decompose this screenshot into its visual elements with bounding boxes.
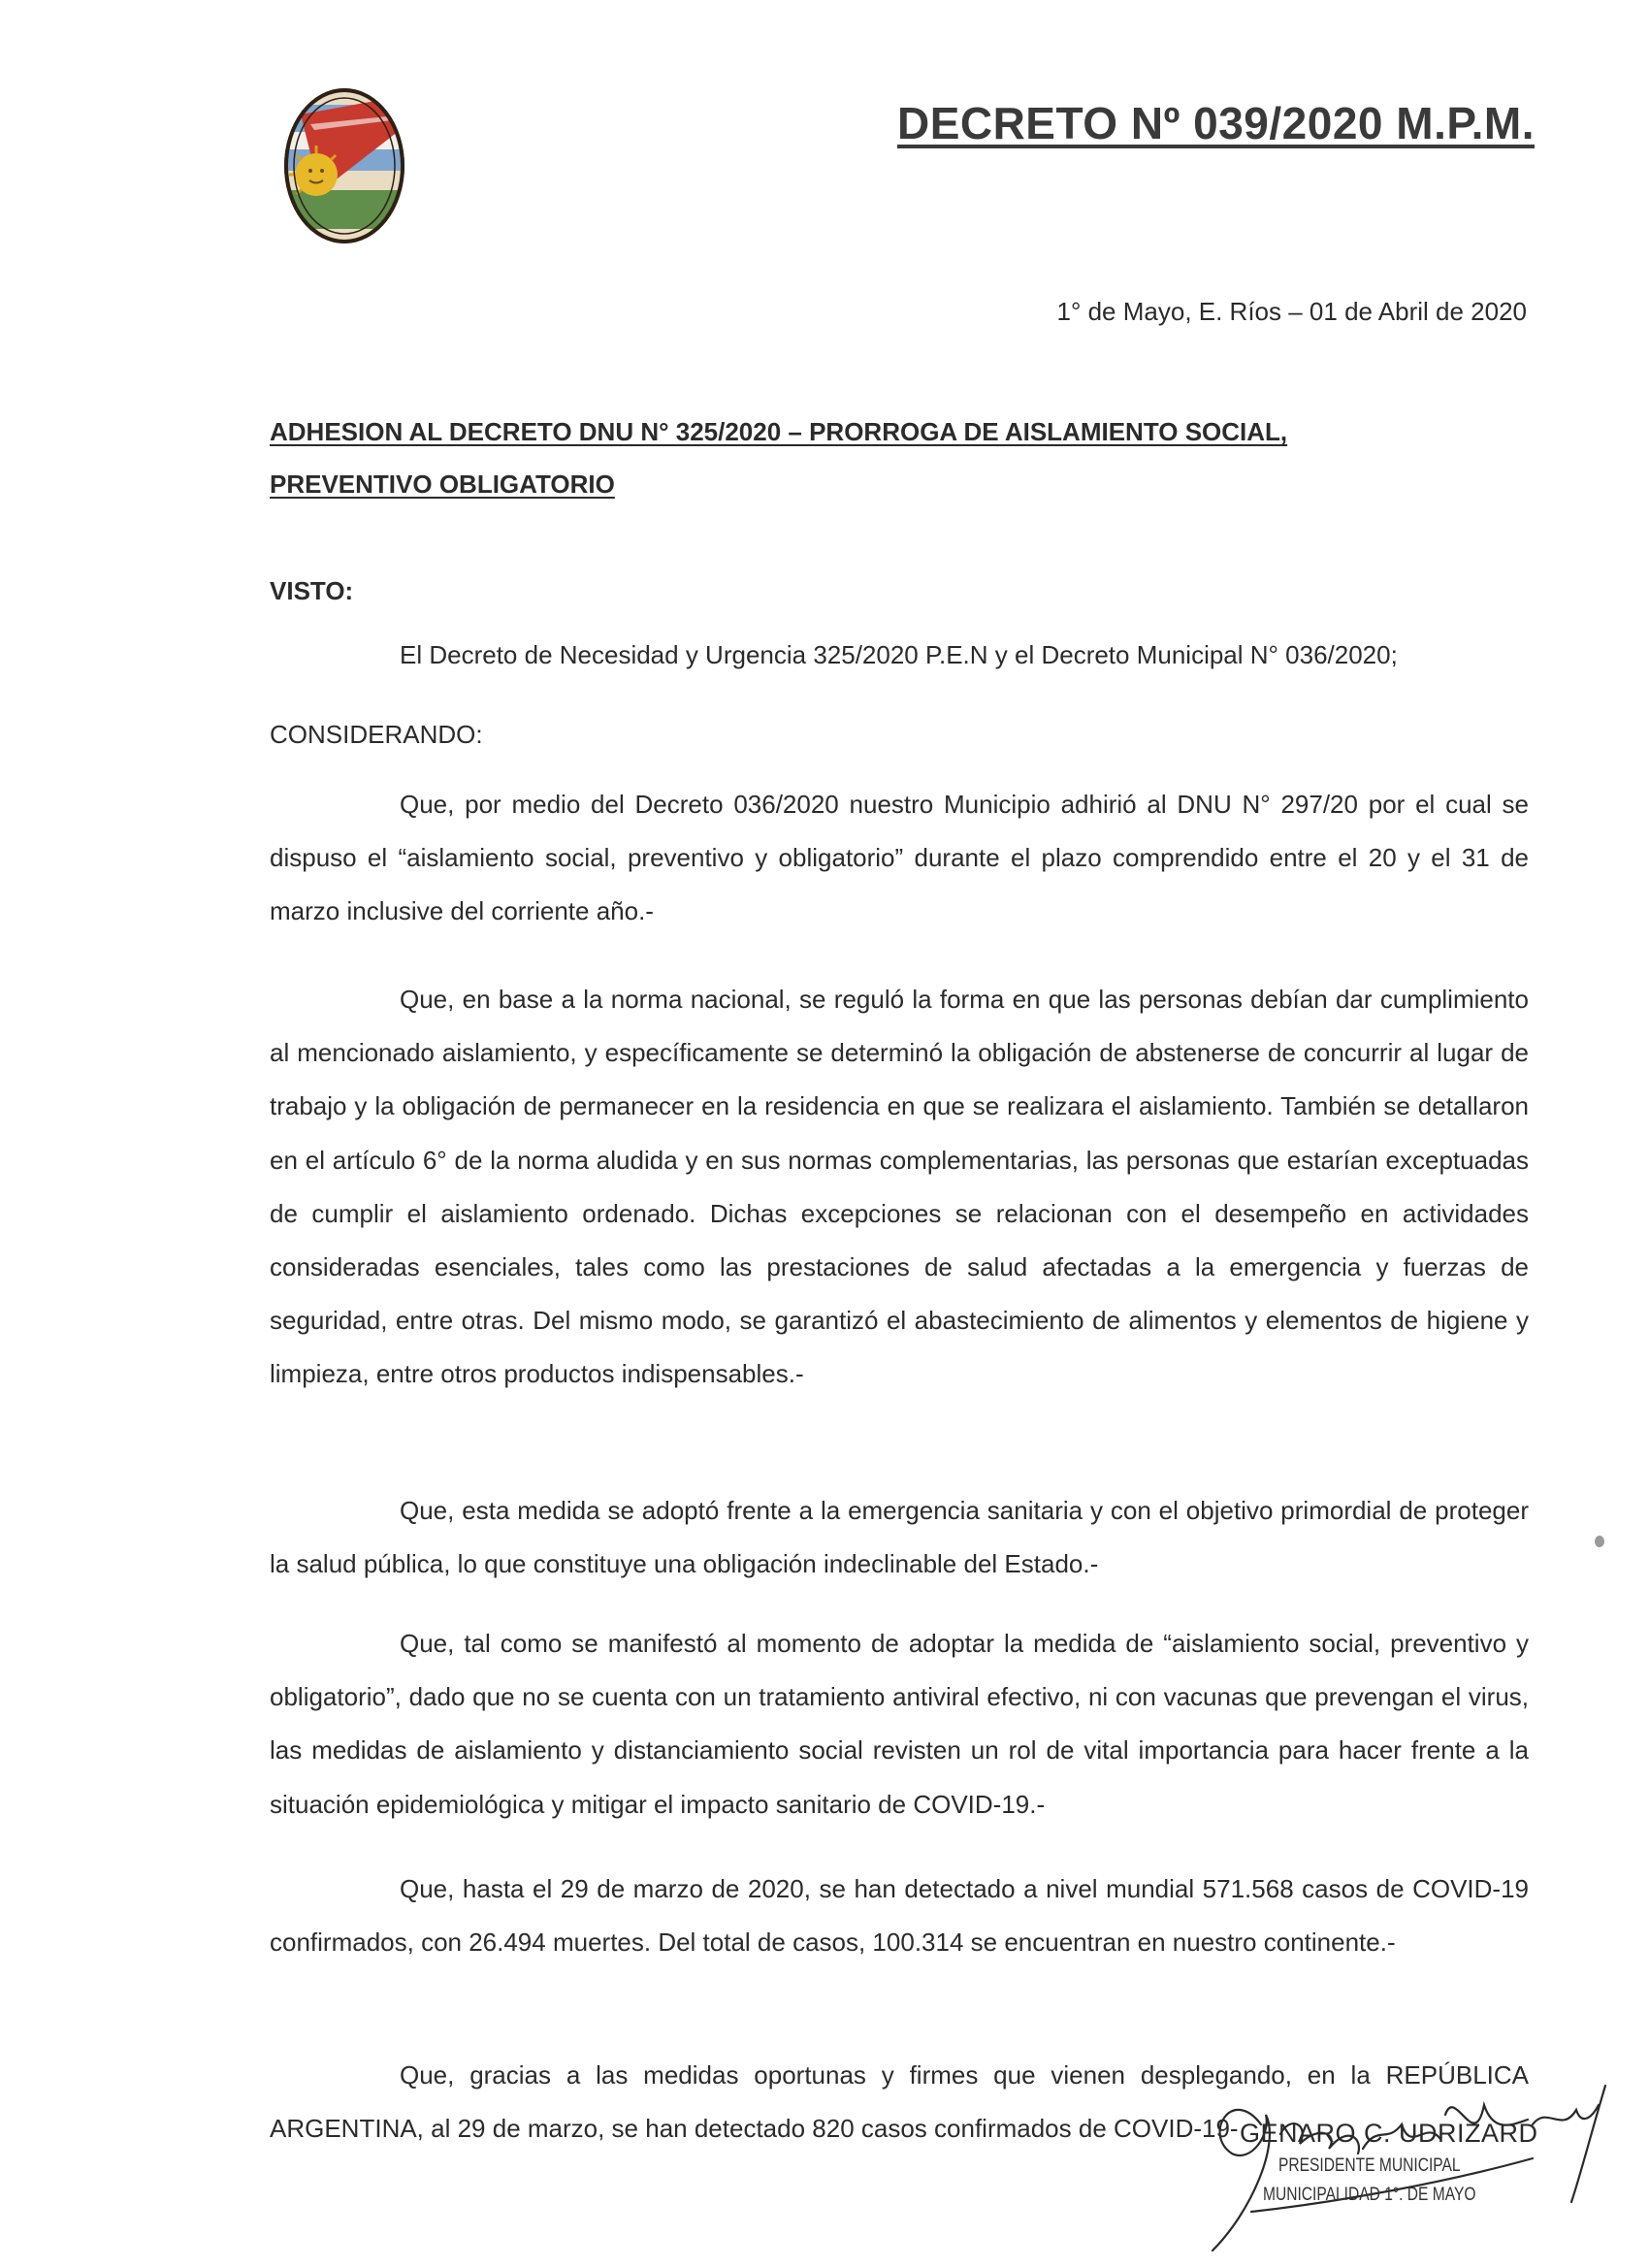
municipal-seal-logo [281, 85, 407, 246]
signatory-name: GENARO C. UDRIZARD [1240, 2119, 1538, 2148]
decree-number-title: DECRETO Nº 039/2020 M.P.M. [896, 98, 1535, 148]
considerando-paragraph: Que, por medio del Decreto 036/2020 nuestro Municipio adhirió al DNU N° 297/20 por el cual se dispuso el “aislamiento social, preventivo y obligatorio” durante el plazo comprendido entre el 20 y el 31 de marzo inclusive del corriente año.- [270, 790, 1529, 926]
place-and-date: 1° de Mayo, E. Ríos – 01 de Abril de 2020 [1056, 297, 1527, 326]
scan-speck [1595, 1536, 1604, 1547]
visto-text: El Decreto de Necesidad y Urgencia 325/2020 P.E.N y el Decreto Municipal N° 036/2020; [400, 640, 1398, 669]
visto-heading: VISTO: [270, 576, 354, 605]
considerando-paragraph: Que, hasta el 29 de marzo de 2020, se han detectado a nivel mundial 571.568 casos de COVID-19 confirmados, con 26.494 muertes. Del total de casos, 100.314 se encuentran en nuestro continente.- [270, 1874, 1529, 1958]
signatory-role: PRESIDENTE MUNICIPAL [1278, 2155, 1461, 2176]
considerando-paragraph: Que, esta medida se adoptó frente a la emergencia sanitaria y con el objetivo primordial de proteger la salud pública, lo que constituye una obligación indeclinable del Estado.- [270, 1496, 1529, 1579]
considerando-paragraph: Que, gracias a las medidas oportunas y firmes que vienen desplegando, en la REPÚBLICA ARGENTINA, al 29 de marzo, se han detectado 820 casos confirmados de COVID-19- [270, 2060, 1529, 2144]
considerando-heading: CONSIDERANDO: [270, 720, 483, 749]
considerando-paragraph: Que, tal como se manifestó al momento de adoptar la medida de “aislamiento social, preventivo y obligatorio”, dado que no se cuenta con un tratamiento antiviral efectivo, ni con vacunas que prevengan el virus, las medidas de aislamiento y distanciamiento social revisten un rol de vital importancia para hacer frente a la situación epidemiológica y mitigar el impacto sanitario de COVID-19.- [270, 1629, 1529, 1819]
signatory-institution: MUNICIPALIDAD 1°. DE MAYO [1263, 2185, 1476, 2205]
considerando-paragraph: Que, en base a la norma nacional, se reguló la forma en que las personas debían dar cumplimiento al mencionado aislamiento, y específicamente se determinó la obligación de abstenerse de concurrir al lugar de trabajo y la obligación de permanecer en la residencia en que se realizara el aislamiento. También se detallaron en el artículo 6° de la norma aludida y en sus normas complementarias, las personas que estarían exceptuadas de cumplir el aislamiento ordenado. Dichas excepciones se relacionan con el desempeño en actividades consideradas esenciales, tales como las prestaciones de salud afectadas a la emergencia y fuerzas de seguridad, entre otras. Del mismo modo, se garantizó el abastecimiento de alimentos y elementos de higiene y limpieza, entre otros productos indispensables.- [270, 985, 1529, 1389]
decree-subject: ADHESION AL DECRETO DNU N° 325/2020 – PRORROGA DE AISLAMIENTO SOCIAL, PREVENTIVO OBLIGATORIO [270, 417, 1288, 499]
